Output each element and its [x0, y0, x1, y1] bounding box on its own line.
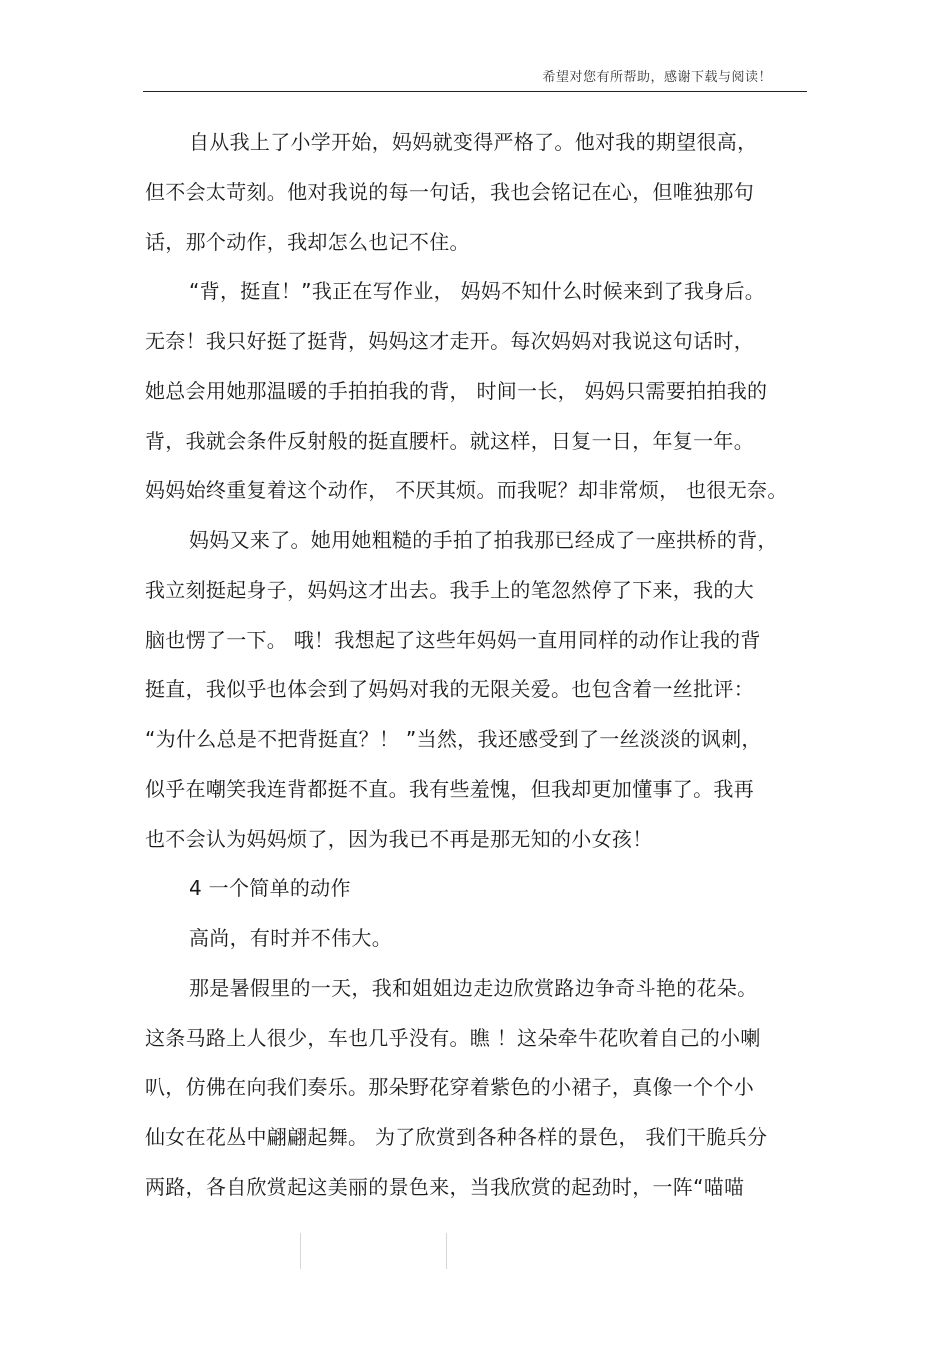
footer-divider-left [300, 1233, 301, 1269]
section-heading: 4 一个简单的动作 [189, 876, 351, 901]
paragraph-line: 但不会太苛刻。他对我说的每一句话，我也会铭记在心，但唯独那句 [145, 179, 754, 204]
header-divider [143, 91, 807, 92]
paragraph-line: 妈妈始终重复着这个动作， 不厌其烦。而我呢？却非常烦， 也很无奈。 [145, 478, 788, 503]
paragraph-line: 那是暑假里的一天，我和姐姐边走边欣赏路边争奇斗艳的花朵。 [189, 975, 758, 1000]
page-header-note: 希望对您有所帮助，感谢下载与阅读！ [542, 70, 772, 85]
paragraph-line: “为什么总是不把背挺直？！ ”当然，我还感受到了一丝淡淡的讽刺， [145, 727, 762, 751]
paragraph-line: 我立刻挺起身子，妈妈这才出去。我手上的笔忽然停了下来，我的大 [145, 577, 754, 602]
paragraph-line: 脑也愣了一下。 哦！我想起了这些年妈妈一直用同样的动作让我的背 [145, 627, 761, 652]
paragraph-line: 妈妈又来了。她用她粗糙的手拍了拍我那已经成了一座拱桥的背， [189, 528, 778, 552]
paragraph-line: 两路，各自欣赏起这美丽的景色来，当我欣赏的起劲时，一阵“喵喵 [145, 1174, 745, 1199]
paragraph-line: 挺直，我似乎也体会到了妈妈对我的无限关爱。也包含着一丝批评： [145, 677, 754, 702]
paragraph-line: 叭，仿佛在向我们奏乐。那朵野花穿着紫色的小裙子，真像一个个小 [145, 1075, 754, 1100]
paragraph-line: 无奈！我只好挺了挺背，妈妈这才走开。每次妈妈对我说这句话时， [145, 329, 754, 353]
paragraph-line: 她总会用她那温暖的手拍拍我的背， 时间一长， 妈妈只需要拍拍我的 [145, 378, 768, 403]
paragraph-line: 仙女在花丛中翩翩起舞。 为了欣赏到各种各样的景色， 我们干脆兵分 [145, 1125, 768, 1149]
paragraph-line: 话，那个动作，我却怎么也记不住。 [145, 229, 470, 254]
paragraph-line: 似乎在嘲笑我连背都挺不直。我有些羞愧，但我却更加懂事了。我再 [145, 776, 754, 801]
article-body [145, 118, 805, 1213]
paragraph-line: 自从我上了小学开始，妈妈就变得严格了。他对我的期望很高， [189, 130, 758, 154]
paragraph-line: “背，挺直！”我正在写作业， 妈妈不知什么时候来到了我身后。 [189, 279, 766, 304]
paragraph-line: 高尚，有时并不伟大。 [189, 926, 392, 950]
paragraph-line: 背，我就会条件反射般的挺直腰杆。就这样，日复一日，年复一年。 [145, 428, 754, 453]
paragraph-line: 也不会认为妈妈烦了，因为我已不再是那无知的小女孩！ [145, 826, 653, 851]
footer-divider-right [446, 1233, 447, 1269]
paragraph-line: 这条马路上人很少，车也几乎没有。瞧 ！这朵牵牛花吹着自己的小喇 [145, 1025, 761, 1050]
